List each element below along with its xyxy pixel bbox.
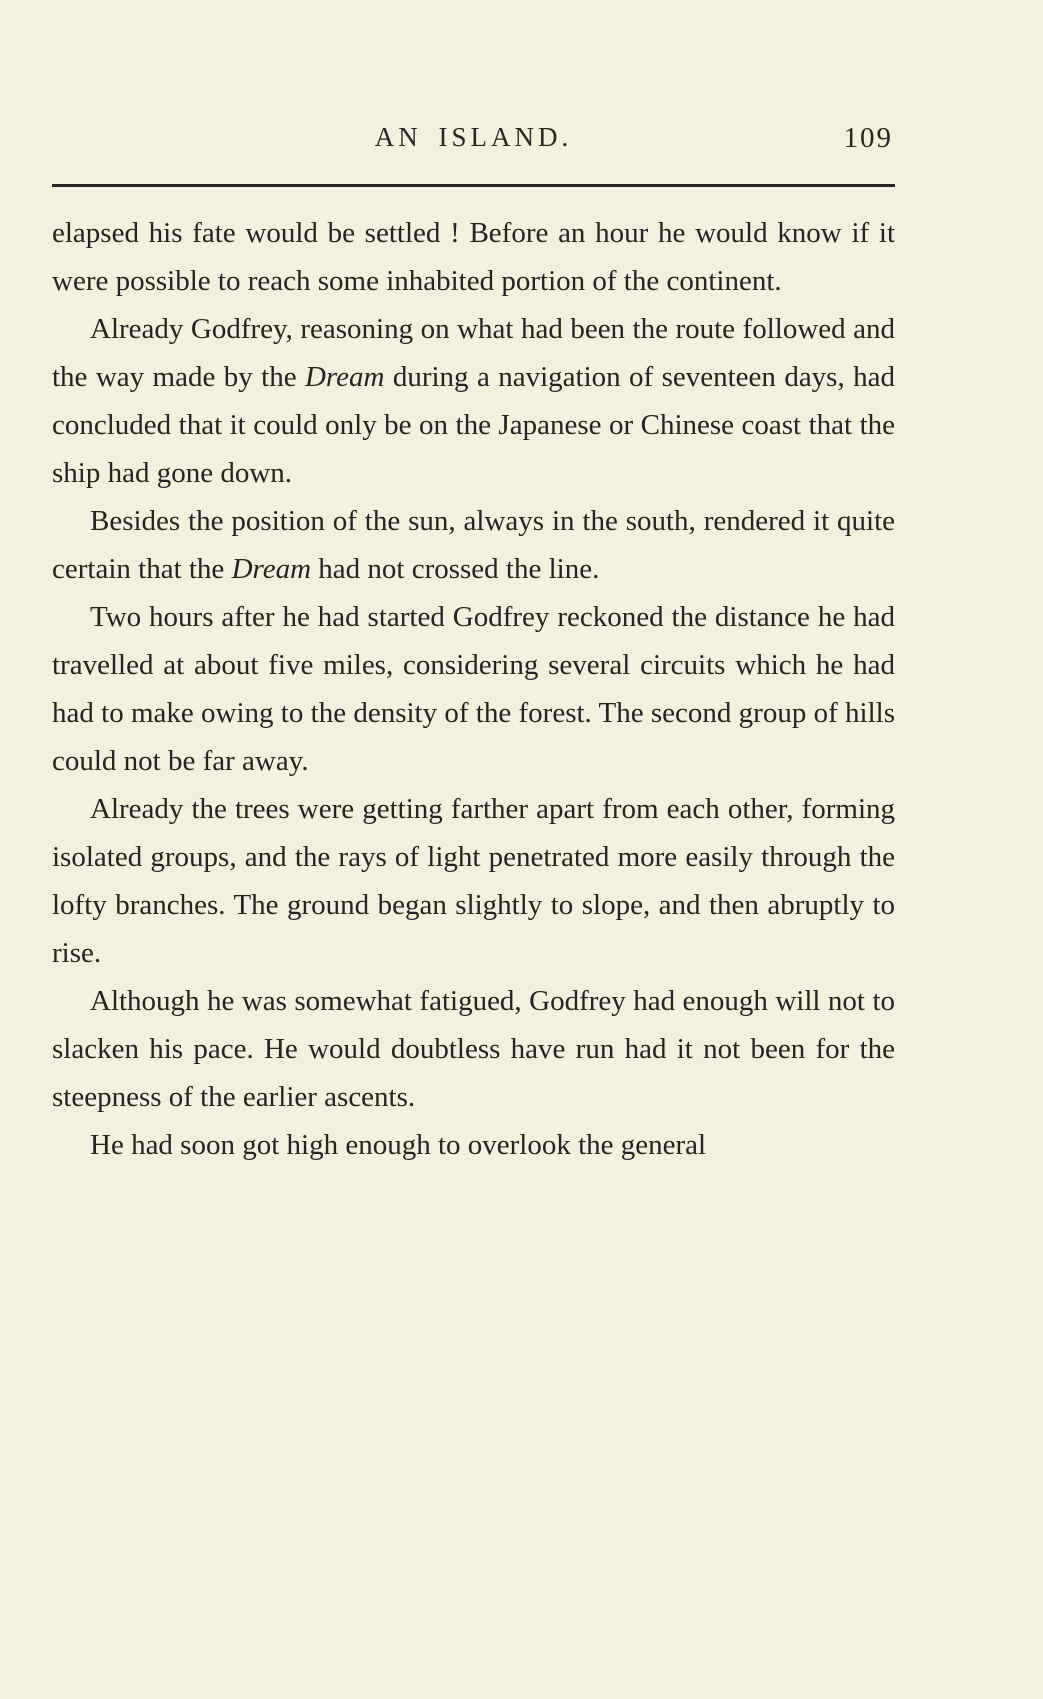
text-segment: during a navigation of seventeen days, had concluded that it could only be on the Japanese or Chinese coast that the ship had gone down. — [52, 361, 895, 489]
text-segment: Already the trees were getting farther apart from each other, forming isolated groups, and the rays of light penetrated more easily through the lofty branches. The ground began slightly to slope, and then abruptly to rise. — [52, 793, 895, 969]
paragraph — [52, 1121, 895, 1169]
page-content — [52, 122, 895, 1169]
page-number: 109 — [843, 122, 893, 154]
text-segment: had not crossed the line. — [311, 553, 600, 585]
running-head — [52, 122, 895, 158]
text-segment: He had soon got high enough to overlook the general — [90, 1129, 707, 1161]
text-segment: elapsed his fate would be settled ! Before an hour he would know if it were possible to reach some inhabited portion of the continent. — [52, 217, 895, 297]
text-segment: Two hours after he had started Godfrey reckoned the distance he had travelled at about five miles, considering several circuits which he had had to make owing to the density of the forest. The second group of hills could not be far away. — [52, 601, 895, 777]
page-title: AN ISLAND. — [374, 122, 573, 152]
text-segment: Although he was somewhat fatigued, Godfrey had enough will not to slacken his pace. He would doubtless have run had it not been for the steepness of the earlier ascents. — [52, 985, 895, 1113]
header-rule — [52, 184, 895, 187]
text-segment: Already Godfrey, reasoning on what had been the route followed and the way made by the — [52, 313, 895, 393]
paragraph — [52, 977, 895, 1121]
italic-text: Dream — [231, 553, 312, 585]
paragraph — [52, 305, 895, 497]
paragraph — [52, 497, 895, 593]
page-body — [52, 209, 895, 1169]
paragraph — [52, 785, 895, 977]
italic-text: Dream — [304, 361, 385, 393]
paragraph — [52, 593, 895, 785]
paragraph — [52, 209, 895, 305]
text-segment: Besides the position of the sun, always in the south, rendered it quite certain that the — [52, 505, 895, 585]
